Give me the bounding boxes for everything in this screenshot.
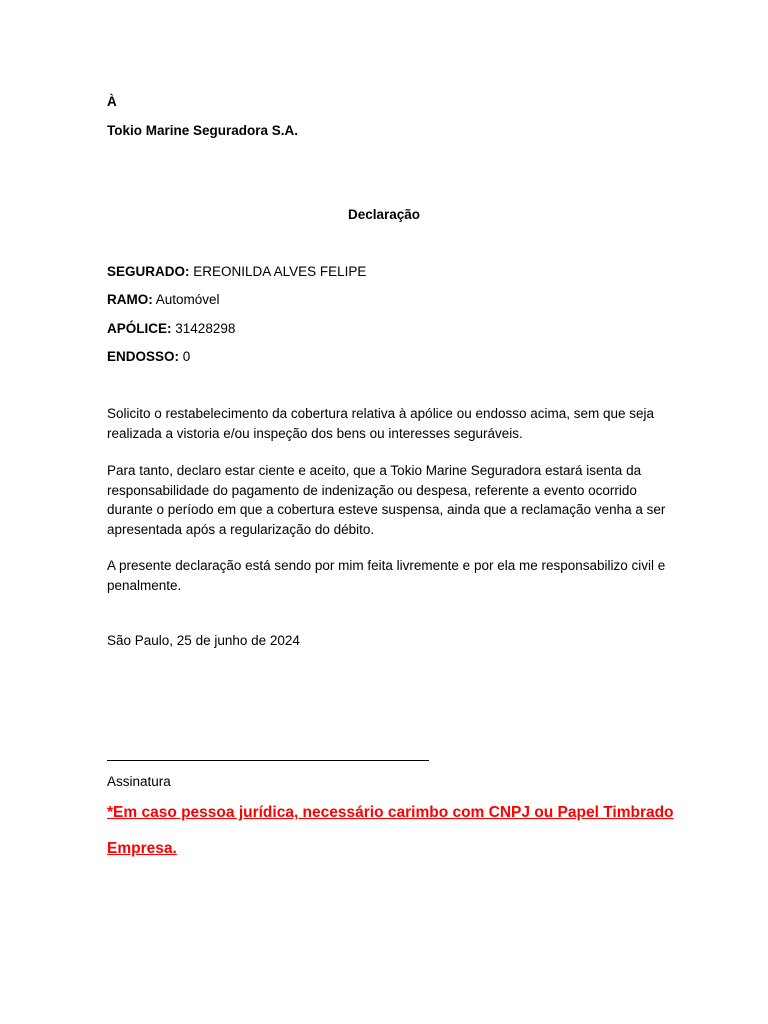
field-label: RAMO: bbox=[107, 292, 153, 307]
field-segurado bbox=[107, 263, 366, 281]
field-value: Automóvel bbox=[155, 292, 220, 307]
field-value: EREONILDA ALVES FELIPE bbox=[193, 264, 367, 279]
paragraph-text: Para tanto, declaro estar ciente e aceito, que a Tokio Marine Seguradora estará isenta da responsabilidade do pagamento de indenização ou despesa, referente a evento ocorrido durante o período em que a cobertura esteve suspensa, ainda que a reclamação venha a ser apresentada após a regularização do débito. bbox=[107, 463, 666, 537]
paragraph-request bbox=[107, 404, 667, 443]
field-endosso bbox=[107, 348, 190, 366]
signature-line bbox=[107, 760, 429, 761]
place-date: São Paulo, 25 de junho de 2024 bbox=[107, 633, 300, 648]
field-ramo bbox=[107, 291, 220, 309]
recipient-prefix: À bbox=[107, 94, 117, 109]
legal-entity-notice: *Em caso pessoa jurídica, necessário carimbo com CNPJ ou Papel Timbrado Empresa. bbox=[107, 804, 674, 857]
paragraph-responsibility bbox=[107, 556, 667, 595]
document-title: Declaração bbox=[347, 207, 421, 222]
paragraph-disclaimer bbox=[107, 461, 667, 539]
recipient-company: Tokio Marine Seguradora S.A. bbox=[107, 123, 299, 138]
field-value: 0 bbox=[182, 349, 191, 364]
field-label: SEGURADO: bbox=[107, 264, 190, 279]
field-label: ENDOSSO: bbox=[107, 349, 180, 364]
paragraph-text: A presente declaração está sendo por mim feita livremente e por ela me responsabilizo civil e penalmente. bbox=[107, 558, 666, 593]
field-apolice bbox=[107, 320, 235, 338]
signature-label: Assinatura bbox=[107, 774, 171, 789]
field-label: APÓLICE: bbox=[107, 321, 172, 336]
paragraph-text: Solicito o restabelecimento da cobertura relativa à apólice ou endosso acima, sem que seja realizada a vistoria e/ou inspeção dos bens ou interesses seguráveis. bbox=[107, 406, 655, 441]
field-value: 31428298 bbox=[175, 321, 236, 336]
